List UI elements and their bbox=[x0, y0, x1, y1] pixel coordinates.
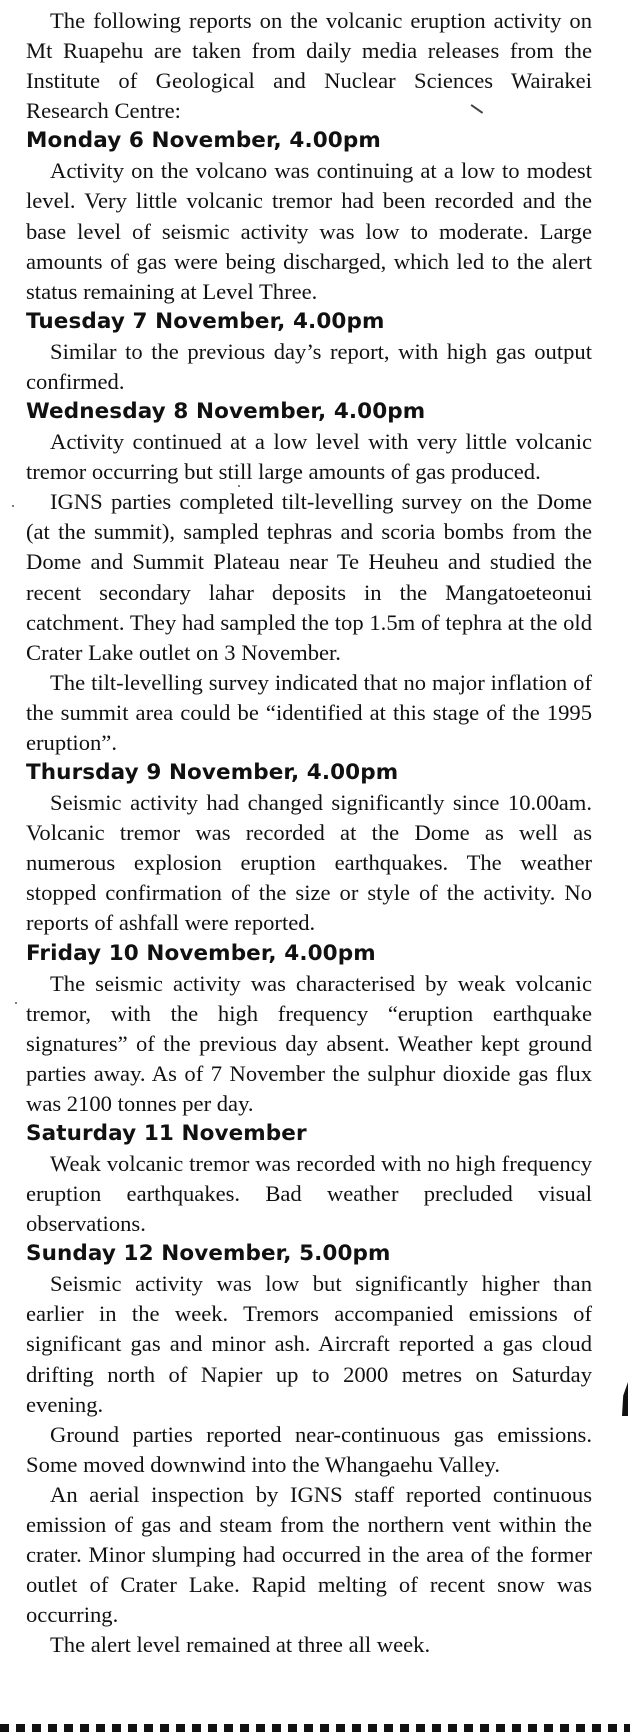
paragraph: Seismic activity was low but significantly higher than earlier in the week. Tremors accompanied emissions of significant gas and minor ash. Aircraft reported a gas cloud drifting north of Napier up to 2000 metres on Saturday evening. bbox=[26, 1271, 592, 1417]
section-heading-friday: Friday 10 November, 4.00pm bbox=[26, 940, 376, 966]
scan-dot bbox=[238, 485, 240, 487]
section-heading-wednesday: Wednesday 8 November, 4.00pm bbox=[26, 399, 426, 425]
margin-mark bbox=[622, 1382, 628, 1416]
paragraph: Ground parties reported near-continuous gas emissions. Some moved downwind into the Whangaehu Valley. bbox=[26, 1421, 592, 1477]
paragraph: The alert level remained at three all week. bbox=[50, 1632, 431, 1658]
intro-paragraph: The following reports on the volcanic eruption activity on Mt Ruapehu are taken from daily media releases from the Institute of Geological and Nuclear Sciences Wairakei Research Centre: bbox=[26, 8, 592, 124]
section-heading-sunday: Sunday 12 November, 5.00pm bbox=[26, 1241, 391, 1267]
paragraph: An aerial inspection by IGNS staff reported continuous emission of gas and steam from the northern vent within the crater. Minor slumping had occurred in the area of the former outlet of Crater Lake. Rapid melting of recent snow was occurring. bbox=[26, 1481, 592, 1628]
section-heading-monday: Monday 6 November, 4.00pm bbox=[26, 128, 381, 154]
paragraph: The tilt-levelling survey indicated that no major inflation of the summit area could be “identified at this stage of the 1995 eruption”. bbox=[26, 669, 592, 755]
paragraph: Activity continued at a low level with very little volcanic tremor occurring but still large amounts of gas produced. bbox=[26, 429, 592, 485]
section-heading-thursday: Thursday 9 November, 4.00pm bbox=[26, 760, 399, 786]
paragraph: Weak volcanic tremor was recorded with no high frequency eruption earthquakes. Bad weather precluded visual observations. bbox=[26, 1151, 592, 1237]
paragraph: IGNS parties completed tilt-levelling survey on the Dome (at the summit), sampled tephras and scoria bombs from the Dome and Summit Plateau near Te Heuheu and studied the recent secondary lahar deposits in the Mangatoeteonui catchment. They had sampled the top 1.5m of tephra at the old Crater Lake outlet on 3 November. bbox=[26, 489, 592, 665]
paragraph: Seismic activity had changed significantly since 10.00am. Volcanic tremor was recorded at the Dome as well as numerous explosion eruption earthquakes. The weather stopped confirmation of the size or style of the activity. No reports of ashfall were reported. bbox=[26, 790, 592, 936]
paragraph: The seismic activity was characterised by weak volcanic tremor, with the high frequency “eruption earthquake signatures” of the previous day absent. Weather kept ground parties away. As of 7 November the sulphur dioxide gas flux was 2100 tonnes per day. bbox=[26, 970, 592, 1116]
scan-dot bbox=[15, 1002, 17, 1004]
section-heading-tuesday: Tuesday 7 November, 4.00pm bbox=[26, 308, 385, 334]
paragraph: Activity on the volcano was continuing at a low to modest level. Very little volcanic tremor had been recorded and the base level of seismic activity was low to moderate. Large amounts of gas were being discharged, which led to the alert status remaining at Level Three. bbox=[26, 158, 592, 304]
article-column bbox=[26, 6, 592, 1661]
section-heading-saturday: Saturday 11 November bbox=[26, 1121, 307, 1146]
scan-dot bbox=[12, 505, 14, 507]
paragraph: Similar to the previous day’s report, with high gas output confirmed. bbox=[26, 338, 592, 394]
dashed-rule bbox=[0, 1724, 630, 1732]
